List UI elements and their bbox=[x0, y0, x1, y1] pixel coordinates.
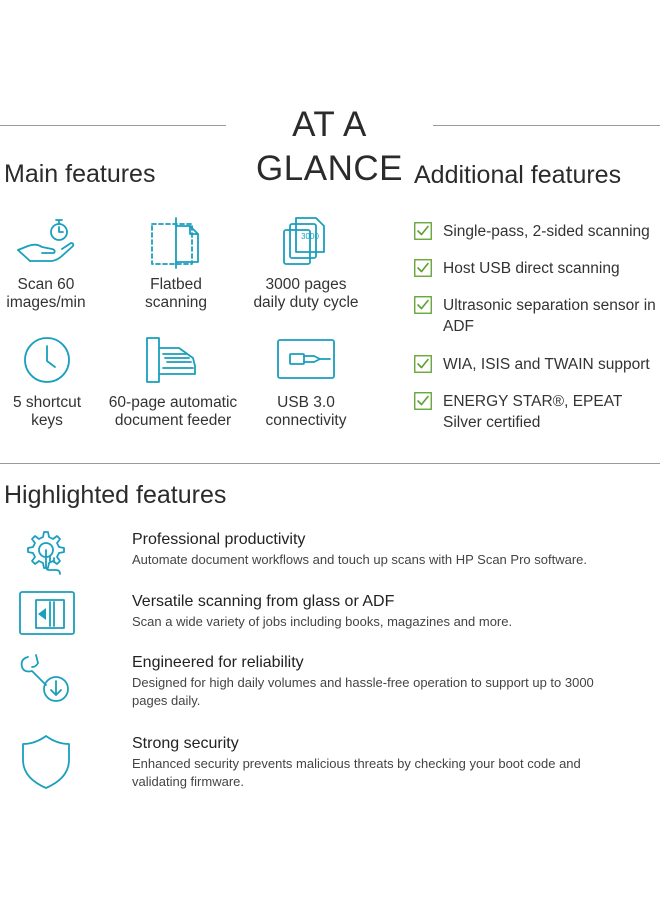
additional-item-label: WIA, ISIS and TWAIN support bbox=[443, 356, 650, 373]
highlight-description: Scan a wide variety of jobs including books, magazines and more. bbox=[132, 614, 513, 629]
feature-shortcut-keys bbox=[4, 334, 90, 430]
highlight-title: Strong security bbox=[132, 735, 239, 752]
additional-features-title: Additional features bbox=[414, 161, 622, 189]
shield-icon bbox=[16, 734, 76, 790]
highlight-item bbox=[0, 530, 660, 590]
highlight-description: Automate document workflows and touch up scans with HP Scan Pro software. bbox=[132, 552, 587, 567]
feature-scan-speed bbox=[0, 216, 92, 312]
feature-adf bbox=[106, 334, 240, 430]
additional-item bbox=[414, 391, 660, 433]
highlighted-features-title: Highlighted features bbox=[4, 481, 227, 509]
additional-item-label: Single-pass, 2-sided scanning bbox=[443, 223, 650, 240]
feature-label: Flatbed scanning bbox=[144, 276, 208, 311]
hand-stopwatch-icon bbox=[16, 216, 76, 270]
additional-item bbox=[414, 295, 660, 337]
check-icon bbox=[414, 355, 432, 373]
feature-flatbed bbox=[126, 216, 226, 312]
check-icon bbox=[414, 392, 432, 410]
feature-label: Scan 60 images/min bbox=[6, 276, 86, 311]
highlight-item bbox=[0, 653, 660, 723]
gear-hand-icon bbox=[16, 530, 76, 576]
feature-label: 60-page automatic document feeder bbox=[108, 394, 238, 429]
additional-item bbox=[414, 354, 660, 375]
feature-label: 5 shortcut keys bbox=[12, 394, 82, 429]
highlight-description: Designed for high daily volumes and hassle-free operation to support up to 3000 pages daily. bbox=[132, 675, 594, 708]
header-rule-left bbox=[0, 125, 226, 126]
header-rule-right bbox=[433, 125, 660, 126]
additional-item bbox=[414, 258, 660, 279]
feature-label: USB 3.0 connectivity bbox=[265, 394, 347, 429]
check-icon bbox=[414, 222, 432, 240]
stacked-pages-icon bbox=[276, 212, 336, 270]
page-title: AT A GLANCE bbox=[256, 105, 403, 188]
additional-item-label: Host USB direct scanning bbox=[443, 260, 620, 277]
check-icon bbox=[414, 296, 432, 314]
clock-icon bbox=[17, 334, 77, 388]
feature-usb bbox=[256, 334, 356, 430]
additional-item bbox=[414, 221, 660, 242]
highlight-title: Engineered for reliability bbox=[132, 654, 304, 671]
additional-item-label: Ultrasonic separation sensor in ADF bbox=[443, 297, 656, 335]
icon-number: 3000 bbox=[301, 232, 319, 241]
main-features-title: Main features bbox=[4, 160, 156, 188]
document-feeder-icon bbox=[143, 334, 203, 388]
additional-item-label: ENERGY STAR®, EPEAT Silver certified bbox=[443, 393, 623, 431]
section-divider bbox=[0, 463, 660, 464]
scanner-glass-icon bbox=[16, 592, 76, 638]
highlight-item bbox=[0, 734, 660, 794]
check-icon bbox=[414, 259, 432, 277]
usb-cable-icon bbox=[276, 334, 336, 388]
highlight-description: Enhanced security prevents malicious threats by checking your boot code and validating firmware. bbox=[132, 756, 581, 789]
flatbed-page-icon bbox=[146, 216, 206, 270]
highlight-item bbox=[0, 592, 660, 648]
wrench-download-icon bbox=[16, 653, 76, 705]
feature-label: 3000 pages daily duty cycle bbox=[253, 276, 359, 311]
highlight-title: Professional productivity bbox=[132, 531, 306, 548]
feature-duty-cycle bbox=[250, 212, 362, 312]
highlight-title: Versatile scanning from glass or ADF bbox=[132, 593, 395, 610]
